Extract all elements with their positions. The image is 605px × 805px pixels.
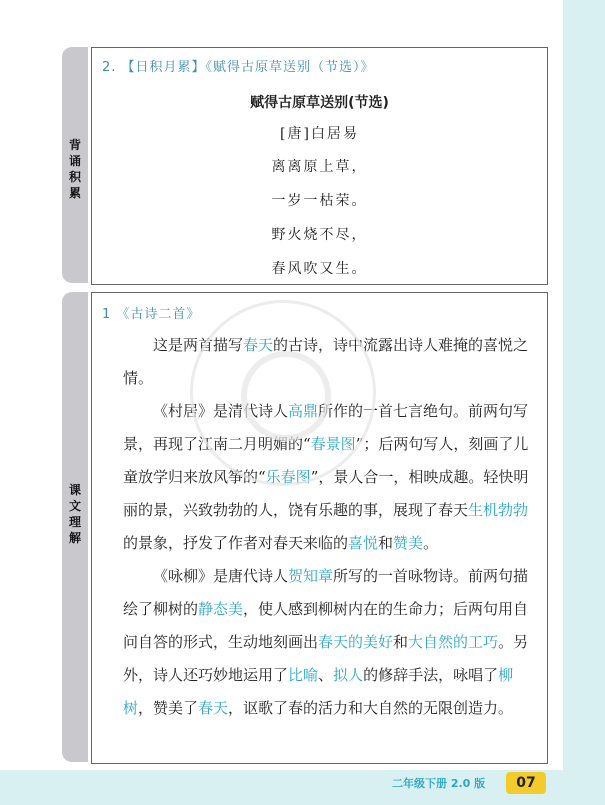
text-run: 、 — [318, 666, 334, 684]
text-run: ，使人感到柳树内在的生命力；后两句用自问自答的形式，生动地刻画出 — [123, 600, 529, 651]
highlight-term: 拟人 — [333, 666, 364, 684]
tab-char: 解 — [68, 531, 81, 545]
tab-recite — [62, 47, 88, 283]
poem-line: 野火烧不尽， — [271, 227, 368, 243]
poem-author: [唐]白居易 — [280, 126, 359, 142]
watermark-seal — [190, 300, 376, 486]
right-margin-bar — [563, 0, 605, 805]
text-run: 和 — [393, 633, 409, 651]
text-run: 所作的一首七言绝句。前两句写景，再现了江南二月明媚的“ — [123, 402, 529, 453]
text-run: 的景象，抒发了作者对春天来临的 — [123, 534, 349, 552]
poem-title: 赋得古原草送别(节选) — [250, 95, 389, 111]
highlight-term: 春天 — [198, 699, 229, 717]
text-run: 。 — [423, 534, 439, 552]
tab-comprehend — [62, 292, 88, 762]
highlight-term: 静态美 — [198, 600, 244, 618]
edition-label: 二年级下册 2.0 版 — [392, 777, 486, 790]
paragraph-yongliu — [123, 560, 543, 725]
poem-line: 一岁一枯荣。 — [271, 193, 368, 209]
text-run: 和 — [378, 534, 394, 552]
highlight-term: 比喻 — [288, 666, 319, 684]
page-number: 07 — [506, 772, 546, 794]
tab-char: 累 — [68, 186, 81, 200]
text-run: 的修辞手法，咏唱了 — [363, 666, 499, 684]
text-run: 的古诗，诗中流露出诗人难掩的喜悦之情。 — [123, 336, 529, 387]
text-run: ，赞美了 — [138, 699, 199, 717]
tab-char: 文 — [68, 499, 81, 513]
highlight-term: 乐春图 — [265, 468, 311, 486]
highlight-term: 贺知章 — [288, 567, 334, 585]
text-run: ，讴歌了春的活力和大自然的无限创造力。 — [228, 699, 514, 717]
tab-char: 理 — [68, 515, 81, 529]
recite-heading: 2. 【日积月累】《赋得古原草送别（节选）》 — [102, 60, 375, 75]
highlight-term: 柳树 — [123, 666, 514, 717]
paragraph-text — [123, 560, 543, 725]
tab-char: 背 — [68, 138, 81, 152]
highlight-term: 春景图 — [310, 435, 356, 453]
highlight-term: 生机勃勃 — [468, 501, 529, 519]
text-run: 《咏柳》是唐代诗人 — [153, 567, 289, 585]
text-run: 《村居》是清代诗人 — [153, 402, 289, 420]
text-heading: 1 《古诗二首》 — [102, 307, 201, 322]
recite-box — [91, 47, 548, 285]
text-run: ”，景人合一，相映成趣。轻快明丽的景，兴致勃勃的人，饶有乐趣的事，展现了春天 — [123, 468, 529, 519]
poem-line: 离离原上草， — [271, 159, 368, 175]
highlight-term: 春天的美好 — [318, 633, 394, 651]
tab-char: 诵 — [68, 154, 81, 168]
poem-line: 春风吹又生。 — [271, 261, 368, 277]
highlight-term: 喜悦 — [348, 534, 379, 552]
highlight-term: 高鼎 — [288, 402, 319, 420]
text-run: 所写的一首咏物诗。前两句描绘了柳树的 — [123, 567, 529, 618]
watermark-seal-core — [241, 351, 331, 441]
text-run: 这是两首描写 — [153, 336, 244, 354]
tab-char: 积 — [68, 170, 81, 184]
tab-char: 课 — [68, 483, 81, 497]
highlight-term: 春天 — [243, 336, 274, 354]
text-run: ”；后两句写人，刻画了儿童放学归来放风筝的“ — [123, 435, 529, 486]
highlight-term: 大自然的工巧 — [408, 633, 499, 651]
text-run: 。另外，诗人还巧妙地运用了 — [123, 633, 529, 684]
highlight-term: 赞美 — [393, 534, 424, 552]
